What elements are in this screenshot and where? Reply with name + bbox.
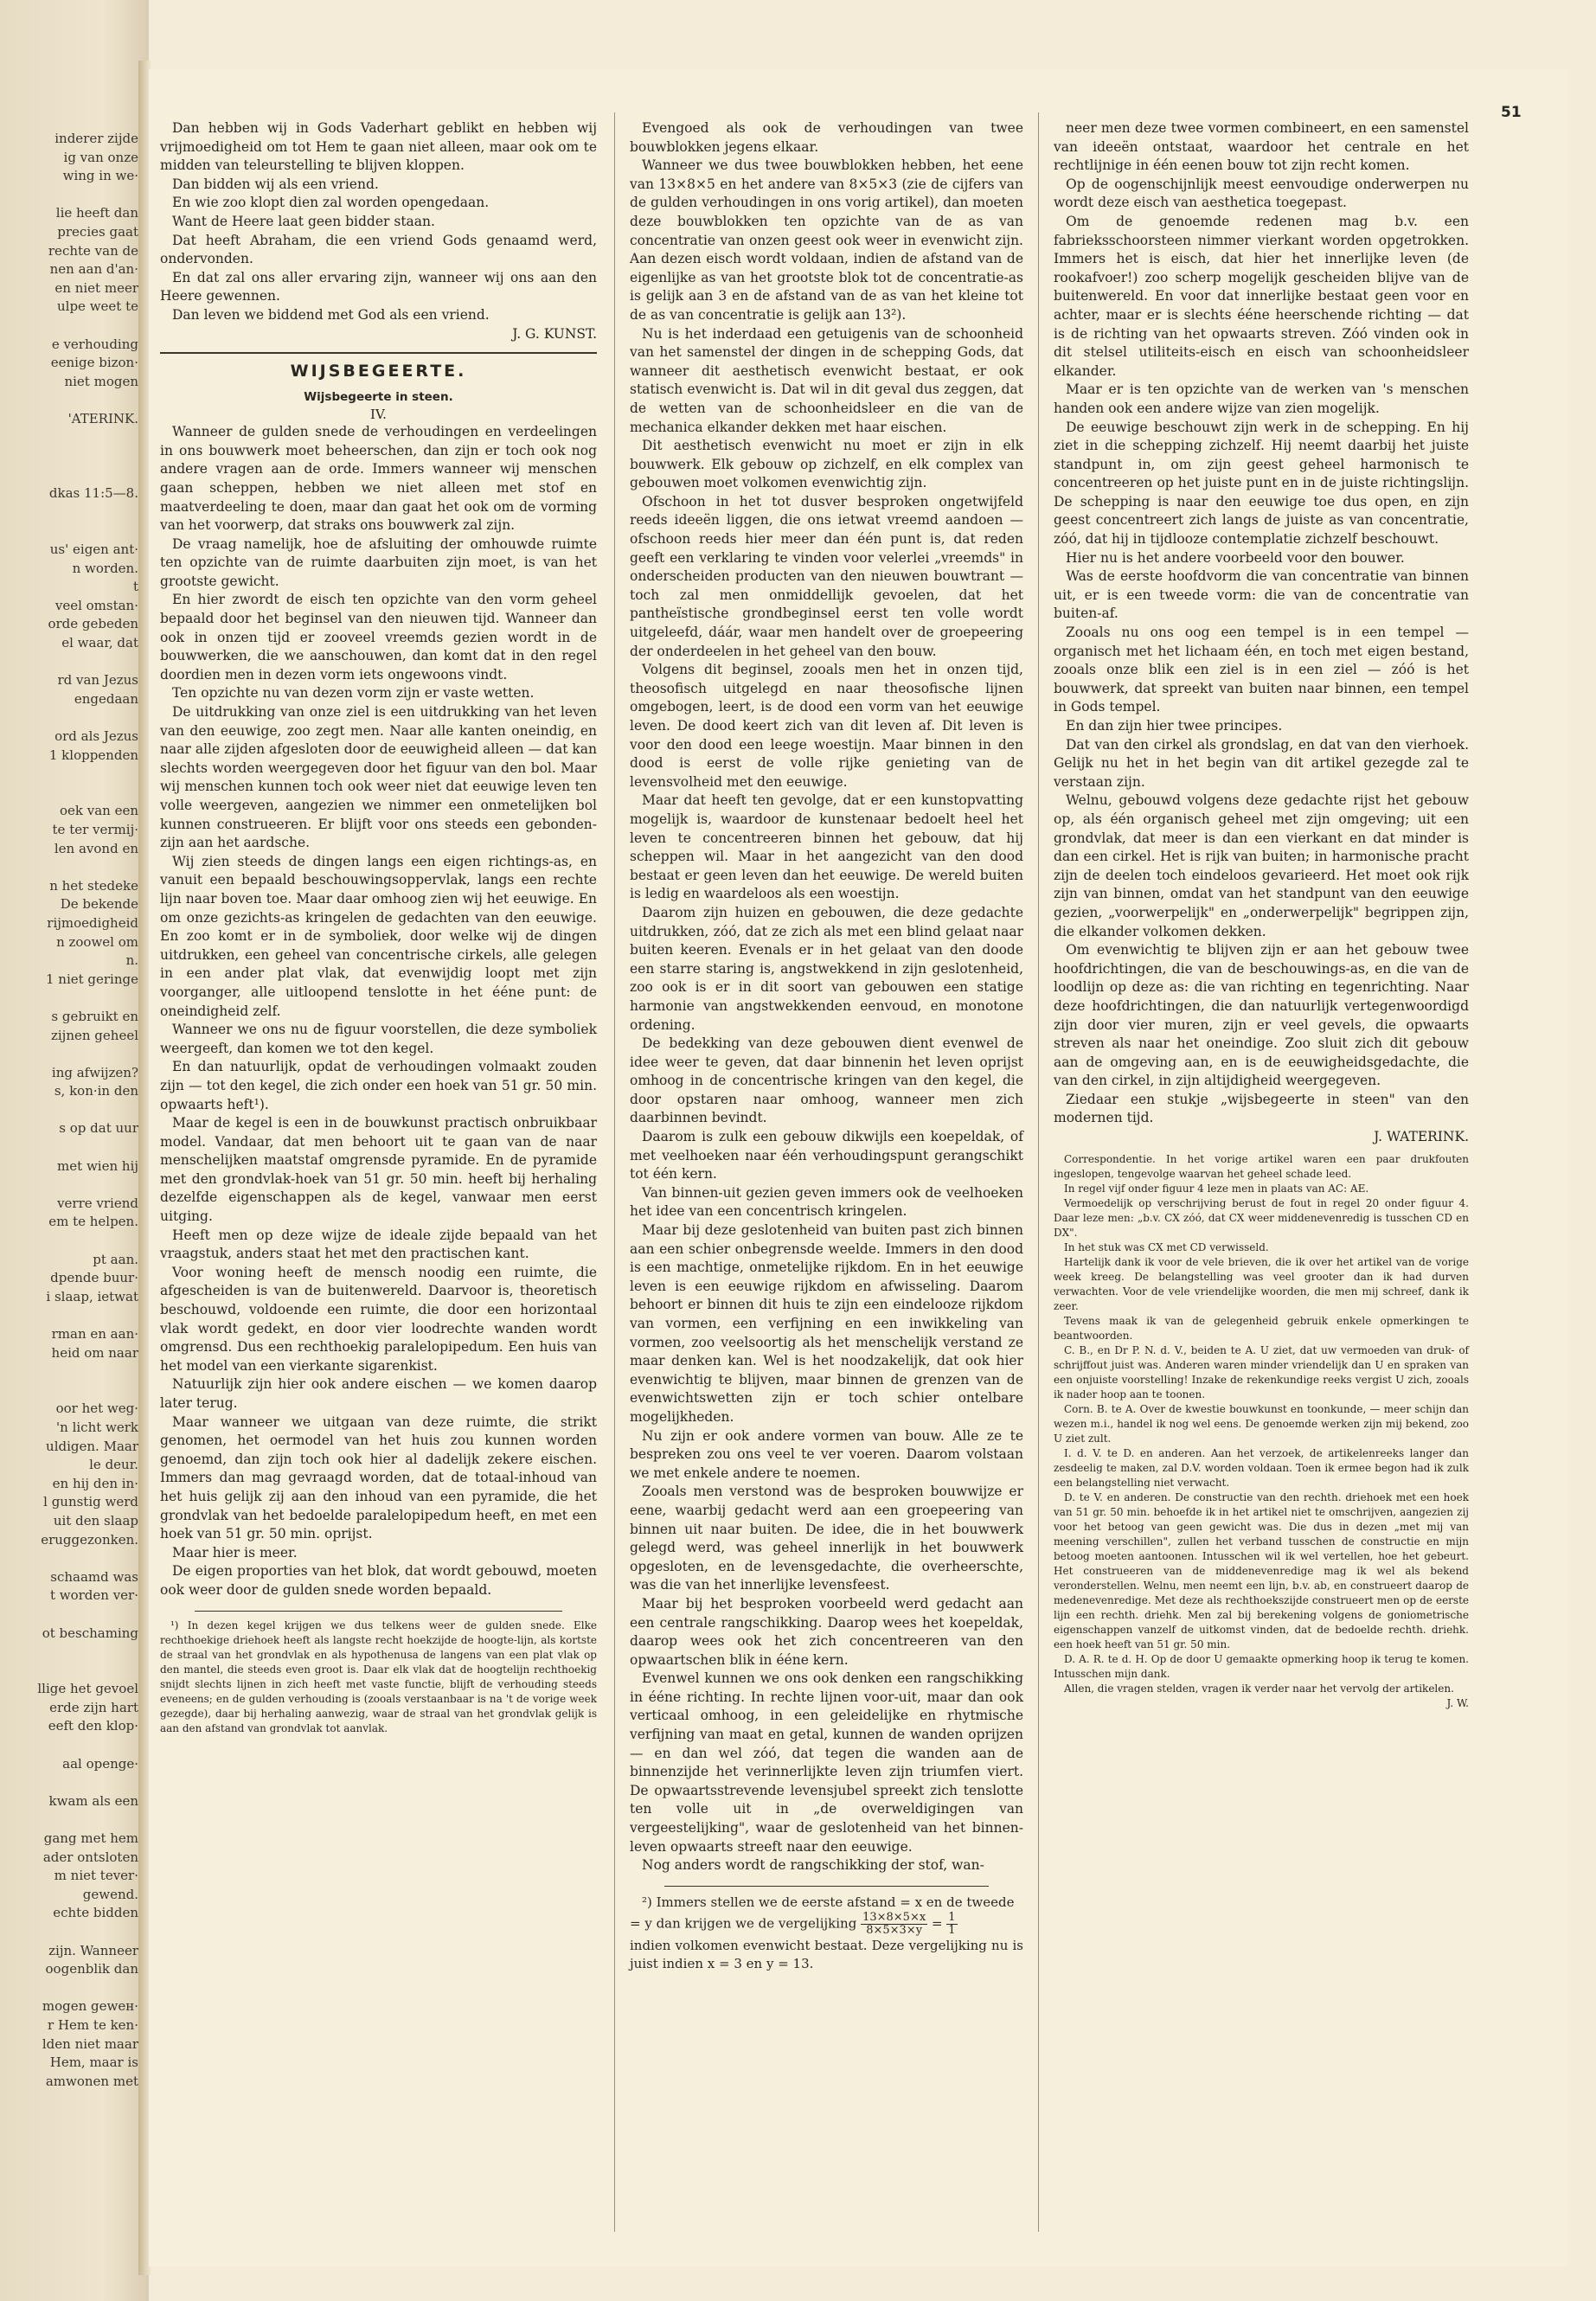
correspondence-item: Corn. B. te A. Over de kwestie bouwkunst en toonkunde, — meer schijn dan wezen m.i., handel ik nog wel eens. De genoemde werken zijn mij bekend, zoo U ziet zult. bbox=[1054, 1402, 1469, 1445]
column-rule bbox=[1038, 112, 1039, 2232]
fragment-line: ig van onze bbox=[63, 149, 138, 165]
fragment-line: eenige bizon· bbox=[50, 355, 138, 371]
devotional-ending bbox=[160, 119, 597, 325]
correspondence-item: D. te V. en anderen. De constructie van den rechth. driehoek met een hoek van 51 gr. 50 min. behoefde ik in het artikel niet te omschrijven, aangezien zij voor het betoog van geen gewicht was. Die dus in dezen „met mij van meening verschillen", zullen het verband tusschen de constructie en mijn betoog moeten aantoonen. Intusschen wil ik wel vertellen, hoe het gebeurt. Het construeeren van de middenevenredige mag ik wel als bekend veronderstellen. Welnu, men neemt een lijn, b.v. ab, en construeert daarop de medenevenredige. Met deze als rechthoekszijde construeert men op de eerste lijn een rechth. driehk. Men zal bij berekening volgens de goniometrische eigenschappen vanzelf de uitkomst vinden, dat de bedoelde rechth. driehk. een hoek heeft van 51 gr. 50 min. bbox=[1054, 1490, 1469, 1650]
correspondence-item: Hartelijk dank ik voor de vele brieven, die ik over het artikel van de vorige week kreeg. De belangstelling was veel grooter dan ik had durven verwachten. Voor de vele vriendelijke woorden, die men mij schreef, dank ik zeer. bbox=[1054, 1255, 1469, 1312]
paragraph: Ofschoon in het tot dusver besproken ongetwijfeld reeds ideeën liggen, die ons ietwat vreemd aandoen — ofschoon reeds hier meer dan één punt is, dat reden geeft een verklaring te vinden voor velerlei „vreemds" in onderscheiden producten van den nieuwen bouwtrant — toch zal men onmiddellijk gevoelen, dat het pantheïstische grondbeginsel eerst ten volle wordt uitgeleefd, dáár, waar men handelt over de groepeering der onderdeelen in het geheel van den bouw. bbox=[630, 493, 1023, 659]
fragment-line: m niet tever· bbox=[54, 1868, 138, 1884]
paragraph: En hier zwordt de eisch ten opzichte van den vorm geheel bepaald door het beginsel van den nieuwen tijd. Wanneer dan ook in onzen tijd er zooveel vreemds gezien wordt in de bouwwerken, die we aanschouwen, dan komt dat in den regel doordien men in dezen vorm iets ongewoons vindt. bbox=[160, 592, 597, 683]
correspondence-item: Vermoedelijk op verschrijving berust de fout in regel 20 onder figuur 4. Daar leze men: „b.v. CX zóó, dat CX weer middenevenredig is tusschen CD en DX". bbox=[1054, 1196, 1469, 1239]
fragment-line: oogenblik dan bbox=[45, 1961, 138, 1977]
fragment-line: verre vriend bbox=[57, 1195, 138, 1211]
fragment-line bbox=[0, 708, 138, 727]
footnote: ¹) In dezen kegel krijgen we dus telkens weer de gulden snede. Elke rechthoekige driehoek heeft als langste recht hoekzijde de hoogte-lijn, als kortste de straal van het grondvlak en als hypothenusa de langens van een plat vlak op den mantel, die steeds even groot is. Daar elk vlak dat de hoogtelijn rechthoekig snijdt slechts lijnen in zich heeft met vaste functie, blijft de verhouding steeds eveneens; en de gulden verhouding is (zooals verstaanbaar is na 't de vorige week gezegde), daar bij herhaling aanwezig, waar de straal van het grondvlak gelijk is aan den afstand van grondvlak tot aanvlak. bbox=[160, 1618, 597, 1734]
fragment-line: rd van Jezus bbox=[57, 672, 138, 689]
fragment-line: dkas 11:5—8. bbox=[48, 485, 138, 502]
paragraph: De eeuwige beschouwt zijn werk in de schepping. En hij ziet in die schepping zichzelf. Hij neemt daarbij het juiste standpunt in, om zijn geest geheel harmonisch te concentreeren op het juiste punt en in de juiste richtingslijn. De schepping is naar den eeuwige toe dus open, en zijn geest concentreert zich langs de juiste as van concentratie, zóó, dat hij in tijdlooze contemplatie zichzelf beschouwt. bbox=[1054, 419, 1469, 548]
fragment-line: eruggezonken. bbox=[41, 1531, 138, 1548]
fragment-line bbox=[0, 1362, 138, 1381]
correspondence-item: I. d. V. te D. en anderen. Aan het verzoek, de artikelenreeks langer dan zesdeelig te maken, zal D.V. worden voldaan. Toen ik ermee begon had ik zulk een belangstelling niet verwacht. bbox=[1054, 1446, 1469, 1489]
fragment-line: ord als Jezus bbox=[54, 728, 138, 744]
paragraph: En dan natuurlijk, opdat de verhoudingen volmaakt zouden zijn — tot den kegel, die zich onder een hoek van 51 gr. 50 min. opwaarts heft¹). bbox=[160, 1059, 597, 1112]
fragment-line bbox=[0, 391, 138, 410]
fragment-line: erde zijn hart bbox=[49, 1699, 138, 1715]
paragraph: Dit aesthetisch evenwicht nu moet er zijn in elk bouwwerk. Elk gebouw op zichzelf, en elk complex van gebouwen moet volkomen evenwichtig zijn. bbox=[630, 438, 1023, 491]
paragraph: Nog anders wordt de rangschikking der stof, wan- bbox=[642, 1857, 984, 1874]
paragraph: Zooals nu ons oog een tempel is in een tempel — organisch met het lichaam één, en toch met eigen bestand, zooals onze blik een ziel is in een ziel — zóó is het bouwwerk, dat spreekt van buiten naar binnen, een tempel in Gods tempel. bbox=[1054, 625, 1469, 715]
fragment-line: pt aan. bbox=[93, 1251, 138, 1267]
fragment-line: inderer zijde bbox=[54, 131, 138, 146]
fragment-line bbox=[0, 447, 138, 466]
correspondence-item: C. B., en Dr P. N. d. V., beiden te A. U ziet, dat uw vermoeden van druk- of schrijffout juist was. Anderen waren minder vriendelijk dan U en spraken van een onjuiste voorstelling! Inzake de rekenkundige reeks vergist U zich, zooals ik nader hoop aan te toonen. bbox=[1054, 1343, 1469, 1400]
article-body-continued bbox=[630, 119, 1023, 1875]
paragraph: Wanneer we dus twee bouwblokken hebben, het eene van 13×8×5 en het andere van 8×5×3 (zie de cijfers van de gulden verhoudingen in ons vorig artikel), dan moeten deze bouwblokken ten opzichte van de as van concentratie van onzen geest ook weer in evenwicht zijn. Aan dezen eisch wordt voldaan, indien de afstand van de eigenlijke as van het grootste blok tot de concentratie-as is gelijk aan 3 en de afstand van de as van het kleine tot de as van concentratie is gelijk aan 13²). bbox=[630, 157, 1023, 323]
paragraph: Maar wanneer we uitgaan van deze ruimte, die strikt genomen, het oermodel van het huis zou kunnen worden genoemd, dan zijn toch ook hier al dadelijk zekere eischen. Immers dan mag gevraagd worden, dat de totaal-inhoud van het huis gelijk zij aan den inhoud van een pyramide, die het grondvlak van het bedoelde paralelopipedum heeft, en met een hoek van 51 gr. 50 min. oprijst. bbox=[160, 1413, 597, 1542]
fragment-line bbox=[0, 503, 138, 522]
correspondence-item: Correspondentie. In het vorige artikel waren een paar drukfouten ingeslopen, tengevolge waarvan het geheel schade leed. bbox=[1054, 1152, 1469, 1180]
fragment-line bbox=[0, 1045, 138, 1064]
paragraph: Evenwel kunnen we ons ook denken een rangschikking in ééne richting. In rechte lijnen voor-uit, maar dan ook verticaal omhoog, in een geleidelijke en rhytmische verfijning van maat en getal, kunnen de wanden oprijzen — en dan wel zóó, dat tegen die wanden aan de binnenzijde het verinnerlijkte leven zijn triumfen viert. De opwaartsstrevende levensjubel spreekt zich tenslotte ten volle uit in „de overweldigingen van vergeestelijking", waar de geslotenheid van het binnen-leven opwaarts streeft naar den eeuwige. bbox=[630, 1670, 1023, 1855]
fragment-line: rman en aan· bbox=[51, 1326, 138, 1342]
fragment-line: uit den slaap bbox=[53, 1512, 138, 1529]
correspondence-item: In het stuk was CX met CD verwisseld. bbox=[1064, 1240, 1269, 1253]
fragment-line: en niet meer bbox=[54, 279, 138, 296]
paragraph: Welnu, gebouwd volgens deze gedachte rijst het gebouw op, als één organisch geheel met zijn omgeving; uit een grondvlak, dat meer is dan een vierkant en dat minder is dan een cirkel. Het is rijk van buiten; in harmonische pracht zijn de deelen toch eindeloos gevarieerd. Het moet ook rijk zijn van binnen, omdat van het standpunt van den eeuwige gezien, „voorwerpelijk" en „onderwerpelijk" begrippen zijn, die elkander volkomen dekken. bbox=[1054, 792, 1469, 939]
correspondence-signature: J. W. bbox=[1446, 1696, 1469, 1709]
fragment-line: len avond en bbox=[54, 840, 138, 856]
fragment-line: gang met hem bbox=[43, 1830, 138, 1847]
fragment-line: le deur. bbox=[89, 1457, 138, 1473]
paragraph: Van binnen-uit gezien geven immers ook de veelhoeken het idee van een concentrisch kringelen. bbox=[630, 1184, 1023, 1220]
column-3 bbox=[1054, 119, 1469, 1711]
fragment-line: Hem, maar is bbox=[49, 2054, 138, 2071]
paragraph: Dat heeft Abraham, die een vriend Gods genaamd werd, ondervonden. bbox=[160, 232, 597, 267]
fragment-line bbox=[0, 989, 138, 1008]
paragraph: Dat van den cirkel als grondslag, en dat van den vierhoek. Gelijk nu het in het begin van dit artikel gezegde zal te verstaan zijn. bbox=[1054, 736, 1469, 790]
paragraph: Daarom is zulk een gebouw dikwijls een koepeldak, of met veelhoeken naar één verhoudingspunt gerangschikt tot één kern. bbox=[630, 1129, 1023, 1183]
correspondence-section bbox=[1054, 1152, 1469, 1696]
paragraph: Nu is het inderdaad een getuigenis van de schoonheid van het samenstel der dingen in de schepping Gods, dat wanneer dit aesthetisch evenwicht bestaat, er ook statisch evenwicht is. Dat wil in dit geval dus zeggen, dat de wetten van de schoonheidsleer en die van de mechanica elkander dekken met haar eischen. bbox=[630, 325, 1023, 435]
fragment-line bbox=[0, 1549, 138, 1568]
fragment-line: en hij den in· bbox=[52, 1475, 138, 1491]
fraction-denominator: 8×5×3×y bbox=[866, 1923, 923, 1937]
equation-rhs bbox=[946, 1912, 957, 1937]
paragraph: Evengoed als ook de verhoudingen van twee bouwblokken jegens elkaar. bbox=[630, 120, 1023, 155]
fragment-line bbox=[0, 1381, 138, 1400]
correspondence-item: In regel vijf onder figuur 4 leze men in plaats van AC: AE. bbox=[1064, 1182, 1369, 1195]
fragment-line: gewend. bbox=[82, 1886, 138, 1902]
paragraph: neer men deze twee vormen combineert, en een samenstel van ideeën ontstaat, waardoor het centrale en het rechtlijnige in één eenen bouw tot zijn recht komen. bbox=[1054, 120, 1469, 174]
fragment-line bbox=[0, 765, 138, 784]
fragment-line: schaamd was bbox=[50, 1568, 138, 1585]
fragment-line: rijmoedigheid bbox=[47, 914, 138, 931]
fragment-line bbox=[0, 1979, 138, 1998]
fragment-line bbox=[0, 1101, 138, 1120]
fragment-line bbox=[0, 1923, 138, 1942]
fragment-line: te ter vermij· bbox=[52, 821, 138, 837]
fragment-line: us' eigen ant· bbox=[49, 542, 138, 558]
fragment-line bbox=[0, 1176, 138, 1195]
fragment-line: n zoowel om bbox=[56, 933, 138, 950]
paragraph: De eigen proporties van het blok, dat wordt gebouwd, moeten ook weer door de gulden snede worden bepaald. bbox=[160, 1563, 597, 1598]
paragraph: Heeft men op deze wijze de ideale zijde bepaald van het vraagstuk, anders staat het met den practischen kant. bbox=[160, 1227, 597, 1262]
paragraph: Voor woning heeft de mensch noodig een ruimte, die afgescheiden is van de buitenwereld. Daarvoor is, theoretisch beschouwd, voldoende een ruimte, die door een horizontaal vlak wordt gedekt, en door vier loodrechte wanden wordt omgrensd. Dus een rechthoekig paralelopipedum. Een huis van het model van een vierkante sigarenkist. bbox=[160, 1264, 597, 1374]
fragment-line: lie heeft dan bbox=[55, 205, 138, 221]
column-1 bbox=[160, 119, 597, 1736]
paragraph: Wanneer we ons nu de figuur voorstellen, die deze symboliek weergeeft, dan komen we tot den kegel. bbox=[160, 1022, 597, 1056]
adjacent-page-fragments bbox=[0, 130, 138, 2091]
fragment-line bbox=[0, 429, 138, 448]
fragment-line bbox=[0, 784, 138, 803]
fragment-line: 'ATERINK. bbox=[67, 410, 138, 426]
column-rule bbox=[614, 112, 615, 2232]
author-signature: J. WATERINK. bbox=[1374, 1129, 1469, 1145]
fragment-line: i slaap, ietwat bbox=[46, 1288, 138, 1304]
fragment-line bbox=[0, 1662, 138, 1681]
fragment-line bbox=[0, 1306, 138, 1325]
fragment-line: s gebruikt en bbox=[51, 1008, 138, 1024]
paragraph: Want de Heere laat geen bidder staan. bbox=[172, 213, 435, 229]
paragraph: Dan leven we biddend met God als een vriend. bbox=[172, 306, 490, 323]
equation-footnote: ²) Immers stellen we de eerste afstand = x en de tweede = y dan krijgen we de vergelijking $\frac{13\times 8\times 5\times x}{8\times 5\times 3\times y}$ = $\frac{1}{1}$ indien volkomen evenwicht bestaat. Deze vergelijking nu is juist indien x = 3 en y = 13. bbox=[630, 1894, 1023, 1971]
paragraph: Maar bij het besproken voorbeeld werd gedacht aan een centrale rangschikking. Daarop wees het koepeldak, daarop wees ook het zich concentreeren van den opwaartschen blik in ééne kern. bbox=[630, 1595, 1023, 1668]
paragraph: Dan hebben wij in Gods Vaderhart geblikt en hebben wij vrijmoedigheid om tot Hem te gaan niet alleen, maar ook om te midden van teleurstelling te blijven kloppen. bbox=[160, 120, 597, 174]
fragment-line: n het stedeke bbox=[49, 877, 138, 894]
fragment-line: uldigen. Maar bbox=[46, 1438, 138, 1454]
fraction-numerator: 13×8×5×x bbox=[862, 1910, 926, 1924]
fragment-line bbox=[0, 317, 138, 336]
fragment-line bbox=[0, 1736, 138, 1755]
fragment-line: el waar, dat bbox=[61, 635, 138, 651]
paragraph: En dat zal ons aller ervaring zijn, wanneer wij ons aan den Heere gewennen. bbox=[160, 269, 597, 304]
fragment-line bbox=[0, 1232, 138, 1251]
fragment-line: De bekende bbox=[60, 896, 138, 913]
correspondence-item: Tevens maak ik van de gelegenheid gebruik enkele opmerkingen te beantwoorden. bbox=[1054, 1314, 1469, 1342]
fragment-line bbox=[0, 466, 138, 485]
paragraph: Maar bij deze geslotenheid van buiten past zich binnen aan een schier onbegrensde weelde. Immers in den dood is een machtige, onmetelijke rijkdom. En in het eeuwige leven is een eeuwige rijkdom en afwisseling. Daarom behoort er binnen dit huis te zijn een eindelooze rijkdom van vormen, een verfijning en een inwikkeling van vormen, zoo veelsoortig als het menschelijk verstand ze maar denken kan. Wel is het noodzakelijk, dat ook hier evenwichtig te blijven, maar binnen de grenzen van de evenwichtswetten zijn er toch schier ontelbare mogelijkheden. bbox=[630, 1222, 1023, 1425]
fragment-line: veel omstan· bbox=[54, 597, 138, 613]
fragment-line: t bbox=[132, 579, 138, 595]
fragment-line: rechte van de bbox=[48, 242, 138, 259]
fragment-line: heid om naar bbox=[51, 1344, 138, 1361]
paragraph: Zooals men verstond was de besproken bouwwijze er eene, waarbij gedacht werd aan een groepeering van binnen uit naar buiten. De idee, die in het bouwwerk gelegd werd, was geheel innerlijk in het bouwwerk opgesloten, en de levensgedachte, die overheerschte, was die van het innerlijke levensfeest. bbox=[630, 1484, 1023, 1593]
paragraph: Op de oogenschijnlijk meest eenvoudige onderwerpen nu wordt deze eisch van aesthetica toegepast. bbox=[1054, 176, 1469, 211]
paragraph: Ten opzichte nu van dezen vorm zijn er vaste wetten. bbox=[172, 685, 535, 702]
paragraph: De vraag namelijk, hoe de afsluiting der omhouwde ruimte ten opzichte van de ruimte daarbuiten zijn moet, is van het grootste gewicht. bbox=[160, 535, 597, 589]
fragment-line: em te helpen. bbox=[48, 1214, 138, 1230]
equation-fraction bbox=[861, 1912, 927, 1937]
fragment-line: e verhouding bbox=[51, 336, 138, 352]
fragment-line: eeft den klop· bbox=[48, 1718, 138, 1734]
fragment-line: oek van een bbox=[59, 803, 138, 819]
paragraph: En wie zoo klopt dien zal worden opengedaan. bbox=[172, 195, 490, 211]
fragment-line: nen aan d'an· bbox=[49, 261, 138, 278]
fragment-line: llige het gevoel bbox=[37, 1681, 138, 1697]
fragment-line: ulpe weet te bbox=[57, 298, 138, 315]
footnote-text: ²) Immers stellen we de eerste afstand = x en de tweede bbox=[642, 1894, 1015, 1910]
fragment-line: n worden. bbox=[72, 560, 138, 576]
fragment-line: amwonen met bbox=[45, 2073, 138, 2089]
fragment-line: l gunstig werd bbox=[43, 1494, 138, 1510]
correspondence-item: Allen, die vragen stelden, vragen ik verder naar het vervolg der artikelen. bbox=[1064, 1682, 1454, 1695]
page-number: 51 bbox=[1501, 104, 1522, 121]
paragraph: De uitdrukking van onze ziel is een uitdrukking van het leven van den eeuwige, zoo zegt men. Naar alle kanten oneindig, en naar alle zijden afgesloten door de eeuwigheid alleen — dat kan slechts worden weergegeven door het figuur van den bol. Maar wij menschen kunnen toch ook weer niet dat eeuwige leven ten volle weergeven, aangezien we nimmer een onmetelijken bol kunnen construeeren. Er blijft voor ons steeds een gebonden-zijn aan het aardsche. bbox=[160, 704, 597, 851]
fragment-line: engedaan bbox=[74, 690, 138, 707]
section-rule bbox=[160, 352, 597, 354]
paragraph: Dan bidden wij als een vriend. bbox=[172, 176, 379, 192]
fragment-line: niet mogen bbox=[64, 373, 138, 389]
fragment-line: met wien hij bbox=[57, 1157, 138, 1174]
paragraph: Wanneer de gulden snede de verhoudingen en verdeelingen in ons bouwwerk moet beheerschen, dan zijn er toch ook nog andere vragen aan de orde. Immers wanneer wij menschen gaan scheppen, hebben we niet alleen met stof en maatverdeeling te doen, maar dan gaat het ook om de vorming van het voorwerp, dat straks ons bouwwerk zal zijn. bbox=[160, 424, 597, 534]
fragment-line bbox=[0, 1811, 138, 1830]
correspondence-item: D. A. R. te d. H. Op de door U gemaakte opmerking hoop ik terug te komen. Intusschen mijn dank. bbox=[1054, 1652, 1469, 1680]
paragraph: Hier nu is het andere voorbeeld voor den bouwer. bbox=[1066, 549, 1405, 566]
fragment-line bbox=[0, 522, 138, 541]
article-conclusion bbox=[1054, 119, 1469, 1128]
fragment-line: zijn. Wanneer bbox=[48, 1942, 138, 1958]
paragraph: En dan zijn hier twee principes. bbox=[1066, 718, 1283, 734]
paragraph: Maar dat heeft ten gevolge, dat er een kunstopvatting mogelijk is, waardoor de kunstenaar bedoelt heel het leven te concentreeren binnen het gebouw, dat hij scheppen wil. Maar in het aangezicht van den dood bestaat er geen leven dan het eeuwige. De wereld buiten is ledig en waardeloos als een woestijn. bbox=[630, 792, 1023, 902]
paragraph: Ziedaar een stukje „wijsbegeerte in steen" van den modernen tijd. bbox=[1054, 1091, 1469, 1126]
fragment-line: echte bidden bbox=[53, 1905, 138, 1921]
fragment-line: ot beschaming bbox=[42, 1625, 138, 1641]
rhs-denominator: 1 bbox=[948, 1923, 956, 1937]
fragment-line: n. bbox=[125, 952, 138, 969]
fragment-line: orde gebeden bbox=[48, 616, 138, 632]
footnote-rule bbox=[664, 1886, 989, 1887]
author-signature: J. G. KUNST. bbox=[512, 325, 597, 342]
fragment-line: ader ontsloten bbox=[42, 1849, 138, 1865]
footnote-text: indien volkomen evenwicht bestaat. Deze vergelijking nu is juist indien x = 3 en y = 13. bbox=[630, 1937, 1023, 1971]
fragment-line: aal opengе· bbox=[62, 1755, 138, 1772]
fragment-line bbox=[0, 1606, 138, 1625]
fragment-line: ing afwijzen? bbox=[51, 1064, 138, 1080]
paragraph: Maar de kegel is een in de bouwkunst practisch onbruikbaar model. Vandaar, dat men behoort uit te gaan van de naar menschelijken maatstaf omgrensde pyramide. En de pyramide met den grondvlak-hoek van 51 gr. 50 min. heeft bij herhaling dezelfde eigenschappen als de kegel, vanwaar men eerst uitging. bbox=[160, 1115, 597, 1225]
paragraph: Nu zijn er ook andere vormen van bouw. Alle ze te bespreken zou ons veel te ver voeren. Daarom volstaan we met enkele andere te noemen. bbox=[630, 1427, 1023, 1481]
fragment-line: zijnen geheel bbox=[50, 1027, 138, 1043]
paragraph: Maar hier is meer. bbox=[172, 1544, 298, 1561]
paragraph: Volgens dit beginsel, zooals men het in onzen tijd, theosofisch uitgelegd en naar theosofische lijnen omgebogen, leert, is de dood een vorm van het eeuwige leven. De dood keert zich van dit leven af. Dit leven is voor den dood een leege woestijn. Maar binnen in den dood is eerst de volle rijke genieting van de levensvolheid met den eeuwige. bbox=[630, 662, 1023, 790]
fragment-line: r Hem te ken· bbox=[48, 2016, 138, 2033]
fragment-line bbox=[0, 1643, 138, 1662]
fragment-line: t worden ver· bbox=[49, 1587, 138, 1604]
fragment-line: 1 niet geringe bbox=[45, 971, 138, 987]
paragraph: Om de genoemde redenen mag b.v. een fabrieksschoorsteen nimmer vierkant worden opgetrokken. Immers het is eisch, dat hier het innerlijke leven (de rookafvoer!) zoo scherp mogelijk gescheiden blijve van de buitenwereld. En voor dat innerlijke bestaat geen voor en achter, maar er is slechts ééne heerschende richting — dat is de richting van het opwaarts streven. Zóó vinden ook in dit stelsel utiliteits-eisch en eisch van schoonheidsleer elkander. bbox=[1054, 213, 1469, 379]
fragment-line bbox=[0, 1138, 138, 1157]
fragment-line: s, kon·in den bbox=[54, 1083, 138, 1099]
fragment-line: dpende buur· bbox=[50, 1270, 138, 1286]
fragment-line: kwam als een bbox=[48, 1792, 138, 1809]
paragraph: Natuurlijk zijn hier ook andere eischen — we komen daarop later terug. bbox=[160, 1376, 597, 1411]
paragraph: Wij zien steeds de dingen langs een eigen richtings-as, en vanuit een bepaald beschouwingsoppervlak, langs een rechte lijn naar boven toe. Maar daar omhoog zien wij het eeuwige. En om onze gezichts-as kringelen de gedachten van den eeuwige. En zoo komt er in de symboliek, door welke wij de dingen uitdrukken, een geheel van concentrische cirkels, alle gelegen in een ander plat vlak, dat evenwijdig loopt met zijn voorganger, alle uitloopend tenslotte in het ééne punt: de oneindigheid zelf. bbox=[160, 853, 597, 1019]
article-body bbox=[160, 423, 597, 1599]
section-rubric: WIJSBEGEERTE. bbox=[290, 362, 467, 381]
fragment-line: mogen geweн· bbox=[42, 1998, 138, 2015]
fragment-line: s op dat uur bbox=[59, 1120, 138, 1137]
fragment-line: lden niet maar bbox=[42, 2035, 138, 2052]
article-title: Wijsbegeerte in steen. bbox=[304, 390, 453, 405]
rhs-numerator: 1 bbox=[948, 1910, 956, 1924]
paragraph: De bedekking van deze gebouwen dient evenwel de idee weer te geven, dat daar binnenin het leven oprijst omhoog in de concentrische kringen van den kegel, die door opstaren naar omhoog, wanneer men zich daarbinnen bevindt. bbox=[630, 1035, 1023, 1126]
fragment-line: 1 kloppenden bbox=[48, 747, 138, 763]
column-2 bbox=[630, 119, 1023, 1973]
fragment-line bbox=[0, 858, 138, 877]
fragment-line: oor het weg· bbox=[55, 1400, 138, 1417]
equation-lhs: = y dan krijgen we de vergelijking bbox=[630, 1915, 857, 1932]
fragment-line: 'n licht werk bbox=[56, 1419, 138, 1435]
paragraph: Maar er is ten opzichte van de werken van 's menschen handen ook een andere wijze van zien mogelijk. bbox=[1054, 381, 1469, 416]
fragment-line: precies gaat bbox=[57, 223, 138, 240]
fragment-line bbox=[0, 186, 138, 205]
fragment-line bbox=[0, 1773, 138, 1792]
fragment-line: wing in we· bbox=[62, 168, 138, 184]
footnote-rule bbox=[195, 1611, 562, 1612]
paragraph: Daarom zijn huizen en gebouwen, die deze gedachte uitdrukken, zóó, dat ze zich als met een blind gelaat naar buiten keeren. Evenals er in het gelaat van den doode een starre staring is, angstwekkend in zijn geslotenheid, zoo ook is er in dit soort van gebouwen een statige harmonie van angstwekkenden eenvoud, en monotone ordening. bbox=[630, 904, 1023, 1033]
article-part-number: IV. bbox=[370, 407, 387, 423]
fragment-line bbox=[0, 653, 138, 672]
paragraph: Was de eerste hoofdvorm die van concentratie van binnen uit, er is een tweede vorm: die van de concentratie van buiten-af. bbox=[1054, 568, 1469, 622]
paragraph: Om evenwichtig te blijven zijn er aan het gebouw twee hoofdrichtingen, die van de beschouwings-as, en die van de loodlijn op deze as: die van richting en tegenrichting. Naar deze hoofdrichtingen, die dan natuurlijk vertegenwoordigd zijn door vier muren, zijn er veel gevels, die opwaarts streven als naar het oneindige. Zoo sluit zich dit gebouw aan de omgeving aan, en is de eeuwigheidsgedachte, die van den cirkel, in zijn altijdigheid weergegeven. bbox=[1054, 942, 1469, 1089]
